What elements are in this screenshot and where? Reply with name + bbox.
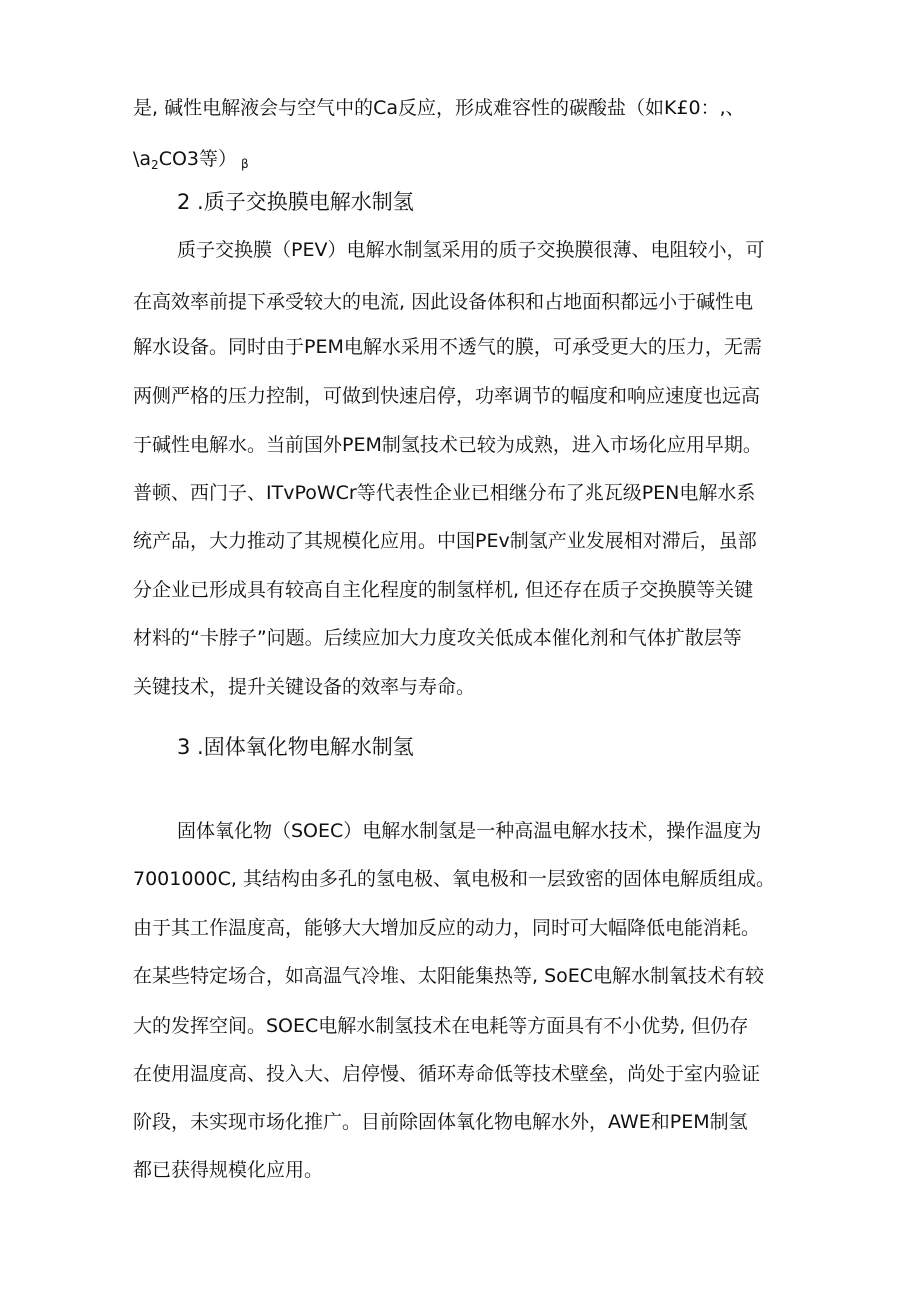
section-2-line: 分企业已形成具有较高自主化程度的制氢样机, 但还存在质子交换膜等关键 xyxy=(133,579,754,601)
intro-line-2 xyxy=(133,144,793,180)
section-3-line: 在某些特定场合，如高温气冷堆、太阳能集热等, SoEC电解水制氧技术有较 xyxy=(133,965,765,987)
section-2-line: 材料的“卡脖子”问题。后续应加大力度攻关低成本催化剂和气体扩散层等 xyxy=(133,627,742,649)
intro-line-2-prefix: \a xyxy=(133,148,152,170)
intro-footnote-mark: β xyxy=(241,157,249,171)
section-3-line: 在使用温度高、投入大、启停慢、循环寿命低等技术壁垒，尚处于室内验证 xyxy=(133,1063,761,1085)
section-3-heading: 3 .固体氧化物电解水制氢 xyxy=(177,735,414,759)
section-2-line: 于碱性电解水。当前国外PEM制氢技术已较为成熟，进入市场化应用早期。 xyxy=(133,434,762,456)
section-3-line: 大的发挥空间。SOEC电解水制氢技术在电耗等方面具有不小优势, 但仍存 xyxy=(133,1015,749,1037)
section-2-line: 在高效率前提下承受较大的电流, 因此设备体积和占地面积都远小于碱性电 xyxy=(133,291,754,313)
section-2-line: 两侧严格的压力控制，可做到快速启停，功率调节的幅度和响应速度也远高 xyxy=(133,385,761,407)
section-2-line: 解水设备。同时由于PEM电解水采用不透气的膜，可承受更大的压力，无需 xyxy=(133,336,762,358)
intro-line-2-text: CO3等） xyxy=(158,148,237,170)
section-3-line: 阶段，未实现市场化推广。目前除固体氧化物电解水外，AWE和PEM制氢 xyxy=(133,1111,748,1133)
section-3-line: 固体氧化物（SOEC）电解水制氢是一种高温电解水技术，操作温度为 xyxy=(177,820,762,842)
section-2-line: 统产品，大力推动了其规模化应用。中国PEv制氢产业发展相对滞后，虽部 xyxy=(133,530,757,552)
section-3-line: 由于其工作温度高，能够大大增加反应的动力，同时可大幅降低电能消耗。 xyxy=(133,917,761,939)
section-2-line: 关键技术，提升关键设备的效率与寿命。 xyxy=(133,676,476,698)
section-3-line: 7001000C, 其结构由多孔的氢电极、氧电极和一层致密的固体电解质组成。 xyxy=(133,868,775,890)
section-2-line: 质子交换膜（PEV）电解水制氢采用的质子交换膜很薄、电阻较小，可 xyxy=(177,239,765,261)
section-2-line: 普顿、西门子、ITvPoWCr等代表性企业已相继分布了兆瓦级PEN电解水系 xyxy=(133,482,756,504)
section-3-line: 都已获得规模化应用。 xyxy=(133,1159,324,1181)
section-2-heading: 2 .质子交换膜电解水制氢 xyxy=(177,190,414,214)
intro-line-1: 是, 碱性电解液会与空气中的Ca反应，形成难容性的碳酸盐（如K£0：,、 xyxy=(133,97,745,119)
intro-subscript: 2 xyxy=(151,158,159,172)
